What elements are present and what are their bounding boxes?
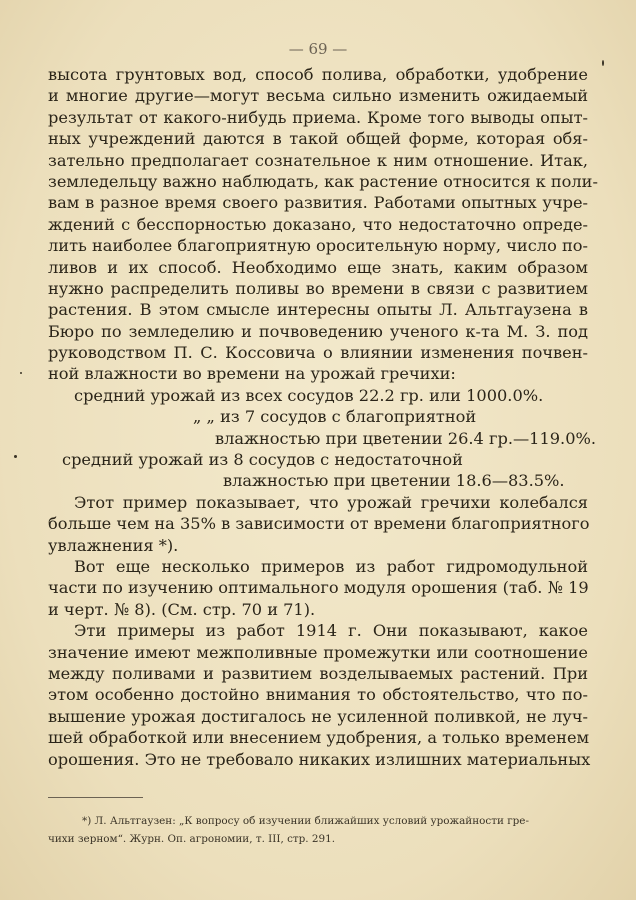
text-line: Этот пример показывает, что урожай гречихи колебался (74, 492, 588, 512)
text-line: земледельцу важно наблюдать, как растение относится к поли- (48, 171, 598, 191)
text-line: растения. В этом смысле интересны опыты Л. Альтгаузена в (48, 300, 588, 320)
text-line: Эти примеры из работ 1914 г. Они показывают, какое (74, 621, 588, 641)
text-line: Вот еще несколько примеров из работ гидромодульной (74, 556, 588, 576)
ink-speck (602, 60, 604, 66)
body-text (48, 64, 598, 770)
footnote-divider (48, 797, 143, 798)
text-line: средний урожай из всех сосудов 22.2 гр. или 1000.0%. (74, 385, 544, 405)
text-line: ждений с бесспорностью доказано, что недостаточно опреде- (48, 214, 588, 234)
footnote (48, 812, 588, 848)
text-line: части по изучению оптимального модуля орошения (таб. № 19 (48, 578, 589, 598)
text-line: ных учреждений даются в такой общей форме, которая обя- (48, 129, 588, 149)
text-line: зательно предполагает сознательное к ним отношение. Итак, (48, 150, 588, 170)
text-line: результат от какого-нибудь приема. Кроме того выводы опыт- (48, 107, 588, 127)
text-line: вам в разное время своего развития. Работами опытных учре- (48, 193, 588, 213)
text-line: лить наиболее благоприятную оросительную норму, число по- (48, 236, 588, 256)
text-line: ной влажности во времени на урожай гречихи: (48, 364, 456, 384)
text-line: увлажнения *). (48, 535, 179, 555)
text-line: и многие другие—могут весьма сильно изменить ожидаемый (48, 86, 588, 106)
footnote-line: чихи зерном“. Журн. Оп. агрономии, т. III, стр. 291. (48, 833, 336, 845)
page-number: — 69 — (288, 40, 348, 58)
text-line: и черт. № 8). (См. стр. 70 и 71). (48, 599, 316, 619)
text-line: этом особенно достойно внимания то обстоятельство, что по- (48, 685, 588, 705)
ink-speck (20, 372, 22, 374)
text-line: влажностью при цветении 18.6—83.5%. (223, 471, 565, 491)
text-line: между поливами и развитием возделываемых растений. При (48, 663, 588, 683)
text-line: средний урожай из 8 сосудов с недостаточной (62, 450, 463, 470)
text-line: шей обработкой или внесением удобрения, а только временем (48, 728, 590, 748)
text-line: нужно распределить поливы во времени в связи с развитием (48, 278, 588, 298)
ink-speck (14, 455, 17, 458)
footnote-line: *) Л. Альтгаузен: „К вопросу об изучении ближайших условий урожайности гре- (82, 815, 529, 827)
text-line: вышение урожая достигалось не усиленной поливкой, не луч- (48, 706, 588, 726)
text-line: руководством П. С. Коссовича о влиянии изменения почвен- (48, 343, 588, 363)
text-line: больше чем на 35% в зависимости от времени благоприятного (48, 514, 590, 534)
text-line: „ „ из 7 сосудов с благоприятной (193, 407, 477, 427)
text-line: высота грунтовых вод, способ полива, обработки, удобрение (48, 65, 588, 84)
text-line: влажностью при цветении 26.4 гр.—119.0%. (215, 428, 597, 448)
text-line: ливов и их способ. Необходимо еще знать, каким образом (48, 257, 588, 277)
text-line: значение имеют межполивные промежутки или соотношение (48, 642, 588, 662)
text-line: орошения. Это не требовало никаких излишних материальных (48, 749, 591, 769)
text-line: Бюро по земледелию и почвоведению ученого к-та М. З. под (48, 321, 588, 341)
